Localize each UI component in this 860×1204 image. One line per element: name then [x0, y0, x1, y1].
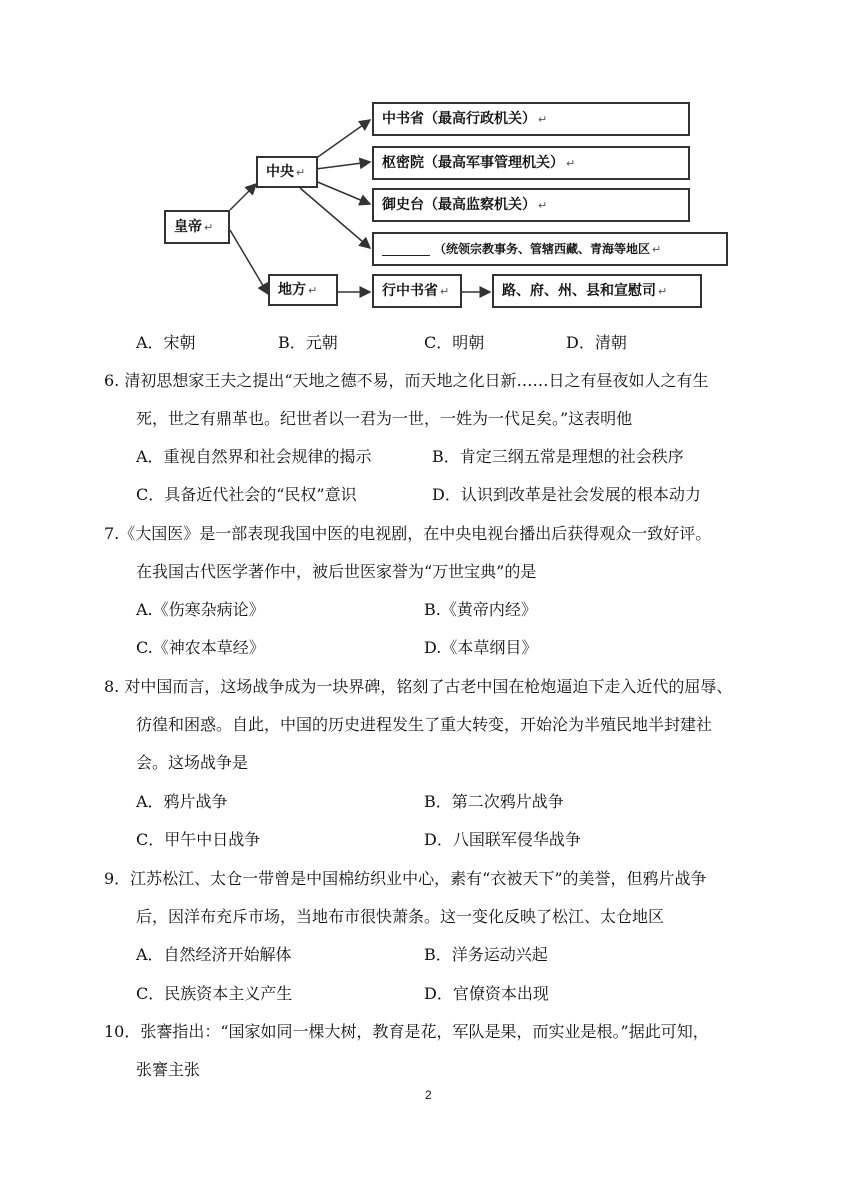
- q9-option-b: B．洋务运动兴起: [424, 945, 548, 964]
- q9-option-d: D．官僚资本出现: [424, 984, 549, 1003]
- arrow-emperor-central: [230, 184, 256, 210]
- q6-stem-line-1: 6. 清初思想家王夫之提出“天地之德不易，而天地之化日新……日之有昼夜如人之有生: [104, 371, 709, 390]
- q9-stem-line-1: 9．江苏松江、太仓一带曾是中国棉纺织业中心，素有“衣被天下”的美誉，但鸦片战争: [104, 869, 707, 888]
- paragraph-mark: ↵: [440, 284, 450, 298]
- province-levels-label: 路、府、州、县和宣慰司: [502, 283, 656, 299]
- blank-org-label: （统领宗教事务、管辖西藏、青海等地区: [434, 242, 651, 256]
- q7-stem-line-2: 在我国古代医学著作中，被后世医家誉为“万世宝典”的是: [136, 562, 537, 581]
- paragraph-mark: ↵: [296, 165, 306, 179]
- paragraph-mark: ↵: [308, 283, 318, 297]
- central-box: [256, 156, 318, 188]
- shumi-box: [372, 146, 690, 180]
- blank-org-box: [372, 232, 728, 266]
- paragraph-mark: ↵: [538, 112, 548, 126]
- shumi-label: 枢密院（最高军事管理机关）: [382, 155, 564, 171]
- q8-option-c: C．甲午中日战争: [136, 830, 261, 849]
- zhongshu-box: [372, 102, 690, 136]
- q5-option-d: D．清朝: [566, 333, 627, 352]
- q8-option-d: D．八国联军侵华战争: [424, 830, 581, 849]
- yushi-box: [372, 188, 690, 222]
- paragraph-mark: ↵: [204, 220, 214, 234]
- q8-option-a: A．鸦片战争: [136, 792, 228, 811]
- paragraph-mark: ↵: [538, 198, 548, 212]
- q10-stem-line-1: 10．张謇指出：“国家如同一棵大树，教育是花，军队是果，而实业是根。”据此可知，: [104, 1022, 709, 1041]
- q6-option-c: C．具备近代社会的“民权”意识: [136, 485, 357, 504]
- q6-option-b: B．肯定三纲五常是理想的社会秩序: [432, 447, 684, 466]
- yushi-label: 御史台（最高监察机关）: [382, 197, 536, 213]
- q5-option-a: A．宋朝: [136, 333, 196, 352]
- q8-stem-line-1: 8. 对中国而言，这场战争成为一块界碑，铭刻了古老中国在枪炮逼迫下走入近代的屈辱、: [104, 677, 733, 696]
- q8-stem-line-3: 会。这场战争是: [136, 753, 249, 772]
- q7-option-b: B.《黄帝内经》: [424, 600, 537, 619]
- central-label: 中央: [266, 164, 294, 180]
- q9-option-c: C．民族资本主义产生: [136, 984, 293, 1003]
- paragraph-mark: ↵: [658, 284, 668, 298]
- q5-option-b: B．元朝: [278, 333, 338, 352]
- q8-option-b: B．第二次鸦片战争: [424, 792, 564, 811]
- local-label: 地方: [278, 282, 306, 298]
- q10-stem-line-2: 张謇主张: [136, 1060, 201, 1079]
- q7-option-d: D.《本草纲目》: [424, 638, 538, 657]
- q7-stem-line-1: 7.《大国医》是一部表现我国中医的电视剧，在中央电视台播出后获得观众一致好评。: [104, 524, 712, 543]
- q7-option-c: C.《神农本草经》: [136, 638, 265, 657]
- q6-option-d: D．认识到改革是社会发展的根本动力: [432, 485, 701, 504]
- province-levels-box: [492, 274, 702, 308]
- emperor-box: [164, 210, 230, 244]
- q8-stem-line-2: 彷徨和困惑。自此，中国的历史进程发生了重大转变，开始沦为半殖民地半封建社: [136, 715, 713, 734]
- arrow-central-blank: [300, 188, 370, 248]
- paragraph-mark: ↵: [566, 156, 576, 170]
- page-number: 2: [425, 1088, 432, 1102]
- yuan-political-structure-diagram: [160, 98, 720, 318]
- q7-option-a: A.《伤寒杂病论》: [136, 600, 265, 619]
- paragraph-mark: ↵: [652, 242, 662, 256]
- zhongshu-label: 中书省（最高行政机关）: [382, 111, 536, 127]
- province-label: 行中书省: [382, 283, 438, 299]
- q9-option-a: A．自然经济开始解体: [136, 945, 292, 964]
- local-box: [268, 274, 338, 306]
- q5-option-c: C．明朝: [424, 333, 485, 352]
- q6-stem-line-2: 死，世之有鼎革也。纪世者以一君为一世，一姓为一代足矣。”这表明他: [136, 409, 633, 428]
- q6-option-a: A．重视自然界和社会规律的揭示: [136, 447, 372, 466]
- emperor-label: 皇帝: [174, 219, 202, 235]
- q9-stem-line-2: 后，因洋布充斥市场，当地布市很快萧条。这一变化反映了松江、太仓地区: [136, 907, 665, 926]
- province-box: [372, 274, 462, 308]
- arrow-emperor-local: [230, 230, 268, 294]
- answer-blank: [382, 243, 430, 256]
